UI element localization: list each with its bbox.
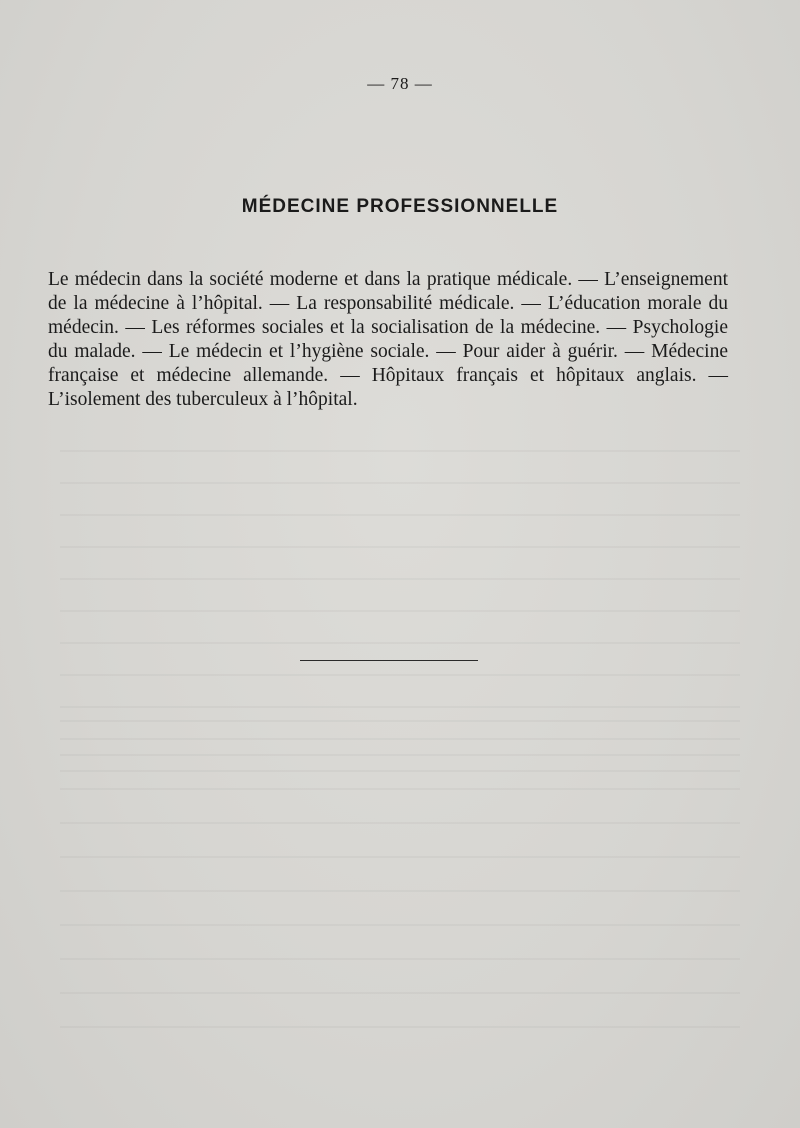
bleed-through-texture bbox=[60, 720, 740, 1060]
section-divider bbox=[300, 660, 478, 661]
page-number: — 78 — bbox=[367, 74, 433, 93]
section-title: MÉDECINE PROFESSIONNELLE bbox=[241, 196, 559, 217]
chapter-summary: Le médecin dans la société moderne et dans la pratique médicale. — L’enseignement de la médecine à l’hôpital. — La responsabilité médicale. — L’éducation morale du médecin. — Les réformes sociales et la socialisation de la médecine. — Psychologie du malade. — Le médecin et l’hygiène sociale. — Pour aider à guérir. — Médecine française et médecine allemande. — Hôpitaux français et hôpitaux anglais. — L’isolement des tuberculeux à l’hôpital. bbox=[48, 269, 728, 410]
